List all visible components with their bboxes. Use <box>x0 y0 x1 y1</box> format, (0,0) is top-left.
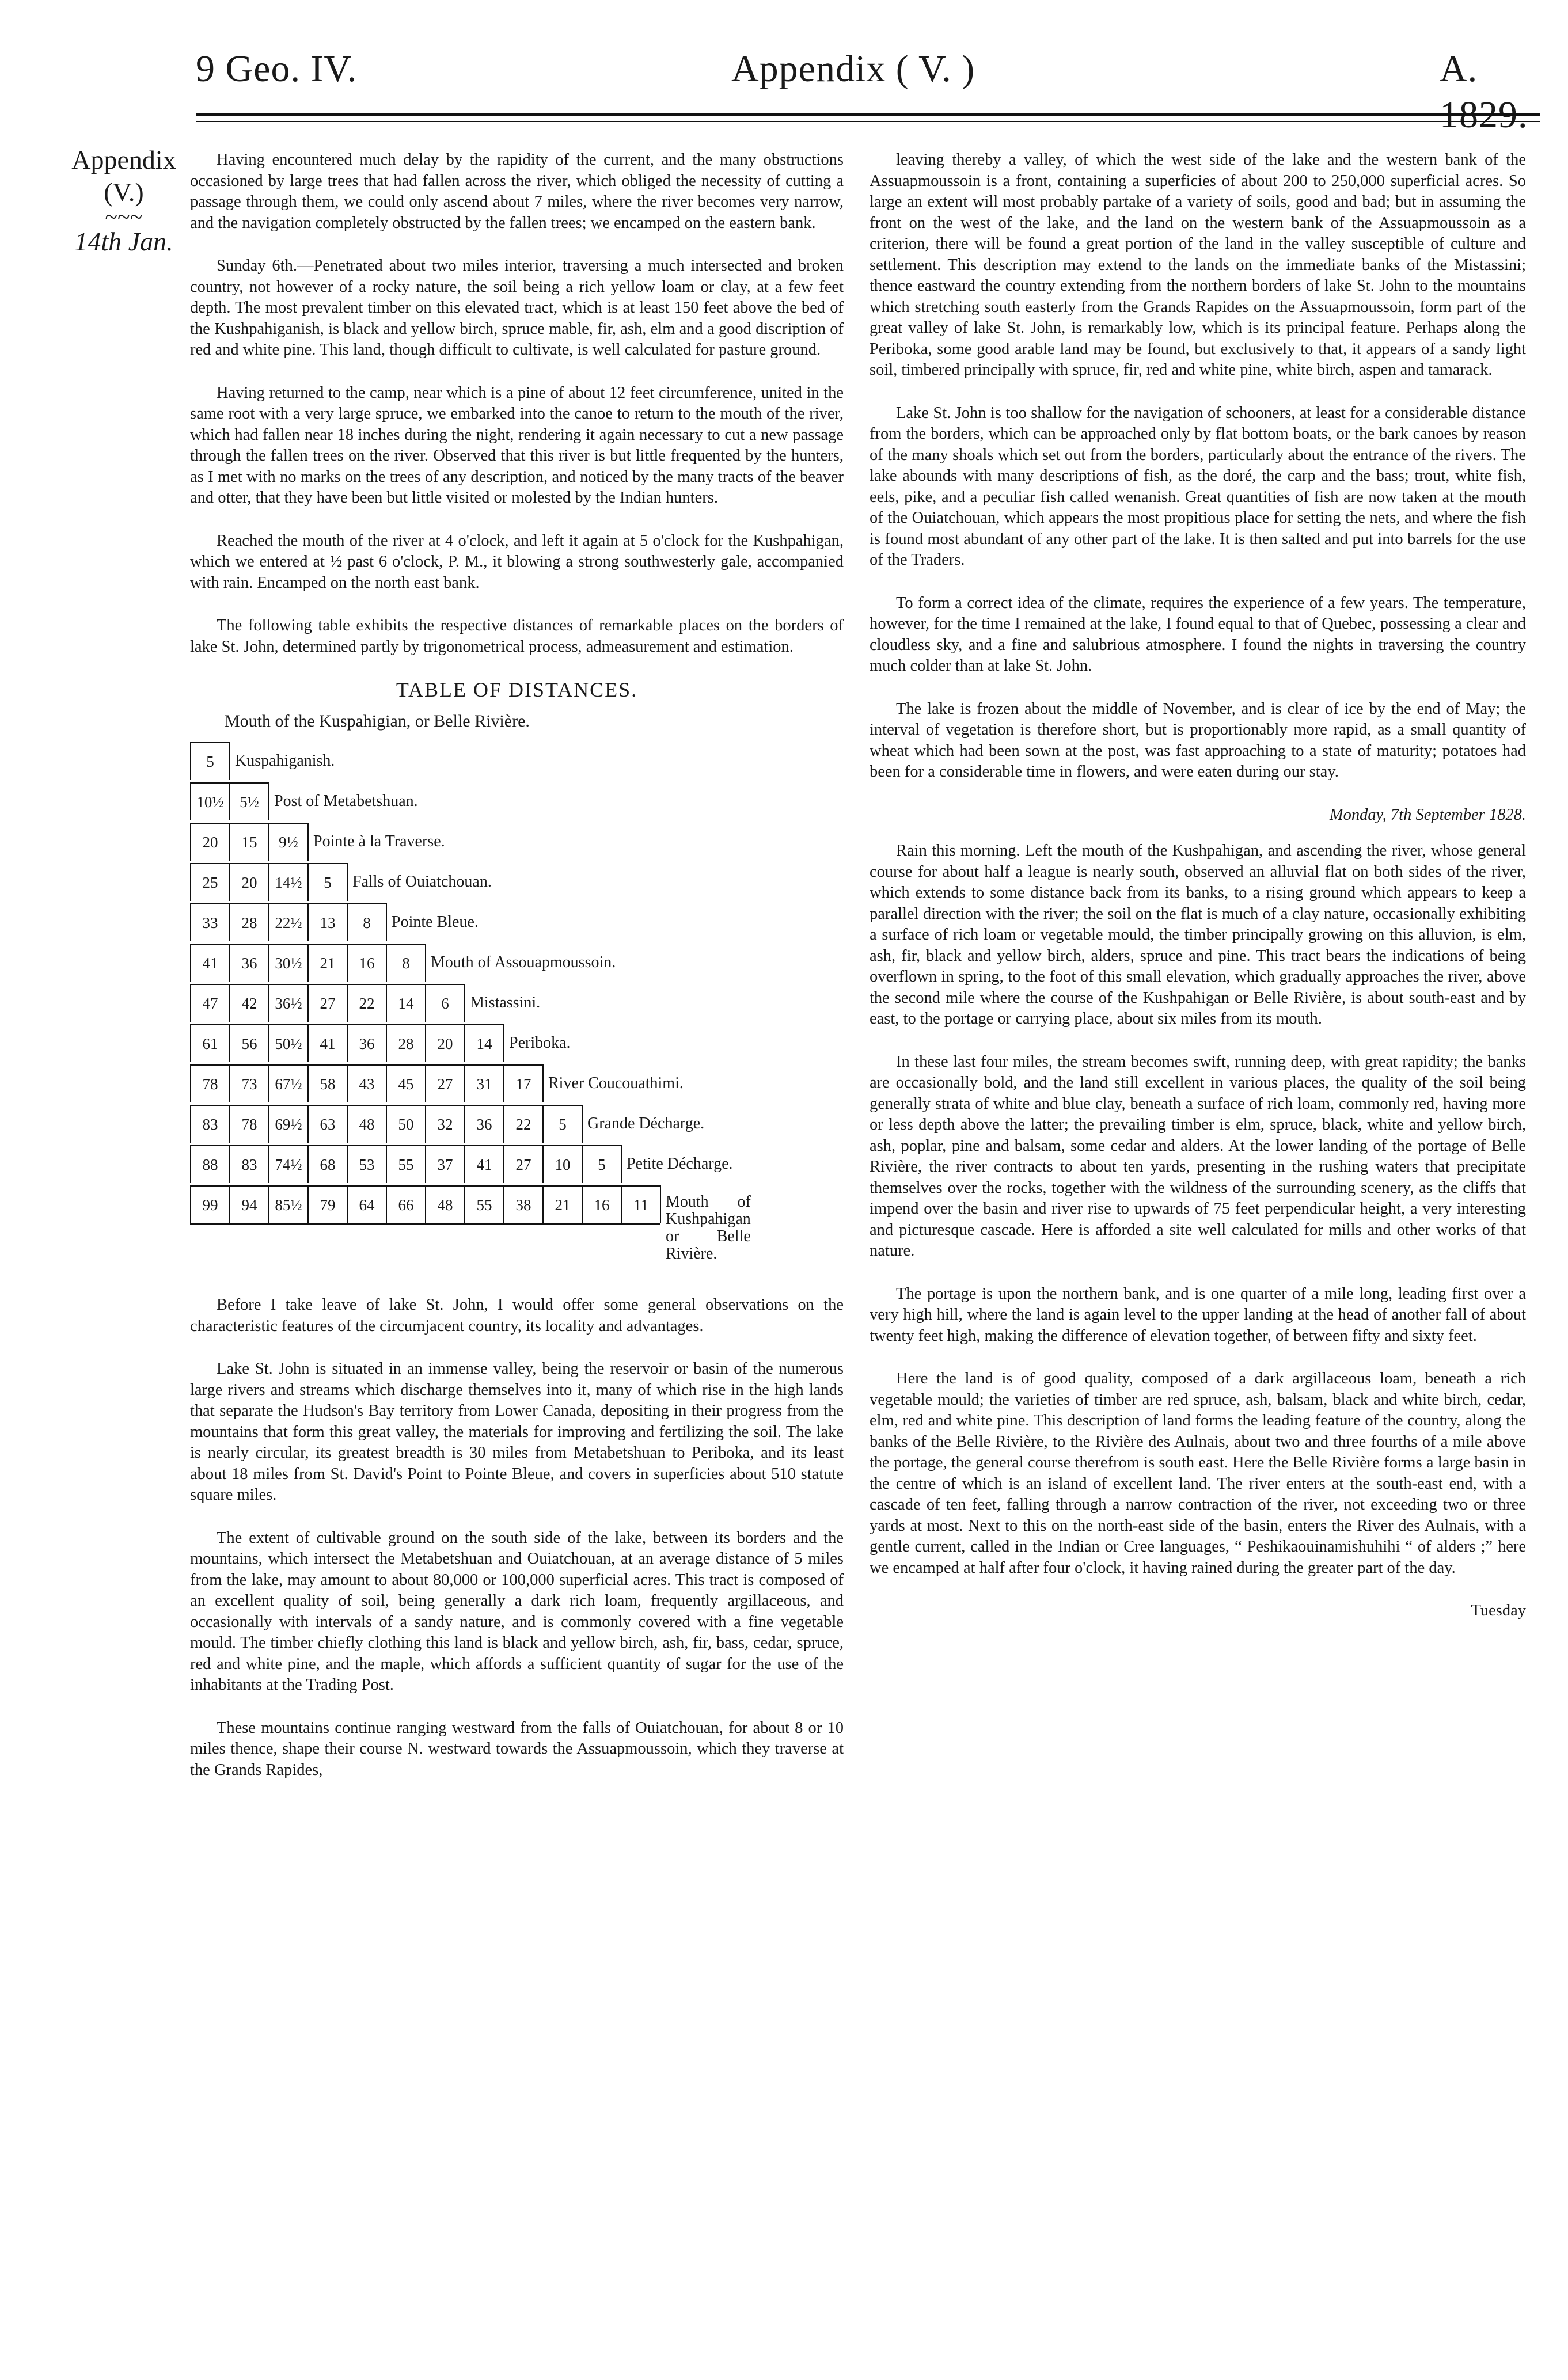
table-cell: 10 <box>542 1145 582 1183</box>
header-rule-thin <box>196 121 1540 122</box>
table-cell: 53 <box>347 1145 386 1183</box>
table-cell: 66 <box>386 1185 425 1223</box>
table-place-name: Pointe Bleue. <box>386 903 479 941</box>
table-cell: 88 <box>190 1145 229 1183</box>
table-row <box>190 1145 733 1183</box>
table-place-name: Mouth of Kushpahigan or Belle Rivière. <box>660 1185 741 1223</box>
table-cell: 78 <box>229 1105 268 1143</box>
table-cell: 78 <box>190 1064 229 1102</box>
paragraph-left-1: Having encountered much delay by the rapidity of the current, and the many obstructions occasioned by large trees that had fallen across the river, which obliged the necessity of cutting a passage through them, we could only ascend about 7 miles, where the river becomes very narrow, and the navigation completely obstructed by the fallen trees; we encamped on the eastern bank. <box>190 151 844 232</box>
margin-swash-ornament: ~~~ <box>105 204 143 230</box>
table-cell: 5 <box>582 1145 621 1183</box>
margin-date: 14th Jan. <box>74 227 173 256</box>
table-cell: 37 <box>425 1145 464 1183</box>
table-cell: 36 <box>229 944 268 982</box>
header-appendix: Appendix ( V. ) <box>731 48 975 90</box>
table-cell: 22½ <box>268 903 307 941</box>
paragraph-left-6: Before I take leave of lake St. John, I would offer some general observations on the characteristic features of the circumjacent country, its locality and advantages. <box>190 1296 844 1335</box>
table-cell: 47 <box>190 984 229 1022</box>
table-bottom-rule <box>190 1223 660 1225</box>
table-cell: 36 <box>464 1105 503 1143</box>
table-row <box>190 1064 684 1102</box>
table-cell: 48 <box>347 1105 386 1143</box>
table-cell: 85½ <box>268 1185 307 1223</box>
paragraph-right-8: Here the land is of good quality, composed of a dark argillaceous loam, beneath a rich vegetable mould; the varieties of timber are red spruce, ash, balsam, black and white birch, cedar, elm, red and white pine. This description of land forms the leading feature of the country, along the banks of the Belle Rivière, to the Rivière des Aulnais, about two and three fourths of a mile above the portage, the general course therefrom is south east. Here the Belle Rivière forms a large basin in the centre of which is an island of excellent land. The river enters at the south-east end, with a cascade of ten feet, falling through a narrow contraction of the river, not exceeding two or three yards at most. Next to this on the north-east side of the basin, enters the River des Aulnais, with a gentle current, called in the Indian or Cree languages, “ Peshikaouinamishuhihi “ of alders ;” here we encamped at half after four o'clock, it having rained during the greater part of the day. <box>870 1370 1526 1577</box>
table-cell: 41 <box>464 1145 503 1183</box>
table-cell: 42 <box>229 984 268 1022</box>
table-place-name: Post of Metabetshuan. <box>268 782 418 820</box>
table-cell: 64 <box>347 1185 386 1223</box>
table-place-name: Petite Décharge. <box>621 1145 733 1183</box>
table-cell: 94 <box>229 1185 268 1223</box>
dateline: Monday, 7th September 1828. <box>1329 805 1526 824</box>
table-cell: 16 <box>582 1185 621 1223</box>
table-cell: 17 <box>503 1064 542 1102</box>
table-cell: 41 <box>190 944 229 982</box>
table-cell: 45 <box>386 1064 425 1102</box>
table-row <box>190 742 335 780</box>
table-cell: 69½ <box>268 1105 307 1143</box>
table-cell: 68 <box>307 1145 347 1183</box>
table-cell: 32 <box>425 1105 464 1143</box>
table-cell: 27 <box>307 984 347 1022</box>
paragraph-left-9: These mountains continue ranging westward from the falls of Ouiatchouan, for about 8 or 10 miles thence, shape their course N. westward towards the Assuapmoussoin, which they traverse at the Grands Rapides, <box>190 1719 844 1779</box>
margin-appendix-label: Appendix <box>71 145 176 174</box>
table-cell: 63 <box>307 1105 347 1143</box>
table-cell: 20 <box>229 863 268 901</box>
table-cell: 31 <box>464 1064 503 1102</box>
paragraph-right-5: Rain this morning. Left the mouth of the Kushpahigan, and ascending the river, whose general course for about half a league is nearly south, observed an alluvial flat on both sides of the river, which extends to some distance back from its banks, to a rising ground which appears to keep a parallel direction with the river; the soil on the flat is much of a clay nature, occasionally exhibiting a surface of rich loam or vegetable mould, the timber principally growing on this alluvion, is elm, ash, fir, black and yellow birch, alders, spruce and pine. This tract bears the indications of being overflown in spring, to the foot of this small elevation, which gradually approaches the river, above the second mile where the course of the Kushpahigan or Belle Rivière, is about south-east and by east, to the portage or carrying place, about six miles from its mouth. <box>870 842 1526 1028</box>
margin-note <box>58 144 190 258</box>
table-place-name: Grande Décharge. <box>582 1105 704 1143</box>
paragraph-right-7: The portage is upon the northern bank, and is one quarter of a mile long, leading first over a very high hill, where the land is again level to the upper landing at the head of another fall of about twenty feet high, making the difference of elevation together, of between fifty and sixty feet. <box>870 1284 1526 1345</box>
table-cell: 5 <box>190 742 229 780</box>
paragraph-left-7: Lake St. John is situated in an immense valley, being the reservoir or basin of the numerous large rivers and streams which discharge themselves into it, many of which rise in the high lands that separate the Hudson's Bay territory from Lower Canada, depositing in their progress from the mountains that form this great valley, the materials for improving and fertilizing the soil. The lake is nearly circular, its greatest breadth is 30 miles from Metabetshuan to Periboka, and its least about 18 miles from St. David's Point to Pointe Bleue, and covers in superficies about 510 statute square miles. <box>190 1360 844 1504</box>
right-column <box>870 150 1526 1644</box>
table-cell: 6 <box>425 984 464 1022</box>
distance-table <box>190 742 844 1278</box>
table-row <box>190 782 418 820</box>
paragraph-left-8: The extent of cultivable ground on the south side of the lake, between its borders and the mountains, which intersect the Metabetshuan and Ouiatchouan, at an average distance of 5 miles from the lake, may amount to about 80,000 or 100,000 superficial acres. This tract is composed of an excellent quality of soil, being generally a dark rich loam, frequently argillaceous, and occasionally with intervals of a sandy nature, and is commonly covered with a fine vegetable mould. The timber chiefly clothing this land is black and yellow birch, ash, fir, bass, cedar, spruce, red and white pine, and the maple, which affords a sufficient quantity of sugar for the use of the inhabitants at the Trading Post. <box>190 1529 844 1694</box>
table-cell: 28 <box>386 1024 425 1062</box>
table-cell: 36 <box>347 1024 386 1062</box>
table-place-name: Mistassini. <box>464 984 540 1022</box>
table-cell: 48 <box>425 1185 464 1223</box>
table-row <box>190 1024 571 1062</box>
paragraph-right-1: leaving thereby a valley, of which the west side of the lake and the western bank of the Assuapmoussoin is a front, containing a superficies of about 200 to 250,000 superficial acres. So large an extent will most probably partake of a variety of soils, good and bad; but in assuming the front on the west of the lake, and the land on the western bank of the Assuapmoussoin as a criterion, there will be found a great portion of the land in the valley susceptible of culture and settlement. This description may extend to the lands on the immediate banks of the Mistassini; thence eastward the country extending from the northern borders of lake St. John to the mountains which stretching south easterly from the Grands Rapides on the Assuapmoussoin, form part of the great valley of lake St. John, is remarkably low, which is its principal feature. Perhaps along the Periboka, some good arable land may be found, but exclusively to that, it appears of a sandy light soil, timbered principally with spruce, fir, red and white pine, white birch, aspen and tamarack. <box>870 151 1526 379</box>
table-cell: 20 <box>425 1024 464 1062</box>
table-cell: 27 <box>425 1064 464 1102</box>
paragraph-left-3: Having returned to the camp, near which is a pine of about 12 feet circumference, united in the same root with a very large spruce, we embarked into the canoe to return to the mouth of the river, which had fallen near 18 inches during the night, rendering it again necessary to cut a new passage through the fallen trees on the river. Observed that this river is but little frequented by the hunters, as I met with no marks on the trees of any description, and noticed by the many tracts of the beaver and otter, that they have been but little visited or molested by the Indian hunters. <box>190 383 844 507</box>
table-cell: 22 <box>347 984 386 1022</box>
table-cell: 5½ <box>229 782 268 820</box>
table-cell: 21 <box>307 944 347 982</box>
table-cell: 14½ <box>268 863 307 901</box>
table-cell: 20 <box>190 823 229 861</box>
paragraph-right-3: To form a correct idea of the climate, requires the experience of a few years. The temperature, however, for the time I remained at the lake, I found equal to that of Quebec, possessing a clear and cloudless sky, and a fine and salubrious atmosphere. I found the nights in traversing the country much colder than at lake St. John. <box>870 594 1526 675</box>
table-place-name: Kuspahiganish. <box>229 742 335 780</box>
table-cell: 8 <box>386 944 425 982</box>
catchword: Tuesday <box>1471 1602 1526 1619</box>
header-regnal-year: 9 Geo. IV. <box>196 48 358 90</box>
table-cell: 11 <box>621 1185 660 1223</box>
table-row <box>190 1105 704 1143</box>
table-cell: 33 <box>190 903 229 941</box>
table-cell: 10½ <box>190 782 229 820</box>
header-year: A. 1829. <box>1440 48 1528 136</box>
table-cell: 5 <box>307 863 347 901</box>
table-cell: 22 <box>503 1105 542 1143</box>
page-header <box>0 0 1568 136</box>
table-cell: 74½ <box>268 1145 307 1183</box>
table-row <box>190 984 540 1022</box>
table-row <box>190 823 445 861</box>
table-row <box>190 903 479 941</box>
table-cell: 38 <box>503 1185 542 1223</box>
table-cell: 8 <box>347 903 386 941</box>
table-cell: 14 <box>464 1024 503 1062</box>
table-cell: 27 <box>503 1145 542 1183</box>
table-row <box>190 1185 751 1263</box>
paragraph-right-6: In these last four miles, the stream becomes swift, running deep, with great rapidity; the banks are occasionally bold, and the land still excellent in various places, the quality of the soil being generally strata of white and blue clay, beneath a surface of rich loam, commonly red, having more or less depth above the latter; the prevailing timber is elm, spruce, black, white and yellow birch, ash, poplar, pine and balsam, some cedar and alders. At the lower landing of the portage of Belle Rivière, the river contracts to about ten yards, presenting in the rushing waters that precipitate themselves over the rocks, together with the wildness of the surrounding scenery, as the cliffs that impend over the basin and river rise to upwards of 75 feet perpendicular height, a very interesting and picturesque cascade. Here is afforded a site well calculated for mills and other works of that nature. <box>870 1052 1526 1260</box>
table-cell: 43 <box>347 1064 386 1102</box>
margin-appendix-number: (V.) <box>104 177 144 207</box>
header-rule <box>196 113 1540 116</box>
paragraph-left-5: The following table exhibits the respective distances of remarkable places on the borders of lake St. John, determined partly by trigonometrical process, admeasurement and estimation. <box>190 617 844 656</box>
table-cell: 55 <box>386 1145 425 1183</box>
paragraph-left-2: Sunday 6th.—Penetrated about two miles interior, traversing a much intersected and broken country, not however of a rocky nature, the soil being a rich yellow loam or clay, at a few feet depth. The most prevalent timber on this elevated tract, which is at least 150 feet above the bed of the Kushpahiganish, is black and yellow birch, spruce mable, fir, ash, elm and a good discription of red and white pine. This land, though difficult to cultivate, is well calculated for pasture ground. <box>190 257 844 359</box>
table-cell: 83 <box>190 1105 229 1143</box>
table-place-name: Periboka. <box>503 1024 571 1062</box>
left-column <box>190 150 844 1803</box>
table-cell: 83 <box>229 1145 268 1183</box>
table-row <box>190 944 616 982</box>
table-row <box>190 863 492 901</box>
table-cell: 28 <box>229 903 268 941</box>
table-cell: 50½ <box>268 1024 307 1062</box>
table-cell: 30½ <box>268 944 307 982</box>
table-cell: 50 <box>386 1105 425 1143</box>
table-cell: 56 <box>229 1024 268 1062</box>
table-cell: 67½ <box>268 1064 307 1102</box>
table-cell: 55 <box>464 1185 503 1223</box>
paragraph-right-4: The lake is frozen about the middle of November, and is clear of ice by the end of May; the interval of vegetation is therefore short, but is proportionably more rapid, as a small quantity of wheat which had been sown at the post, was fast approaching to a state of maturity; potatoes had been for a considerable time in flowers, and were eaten during our stay. <box>870 699 1526 781</box>
table-cell: 99 <box>190 1185 229 1223</box>
table-cell: 41 <box>307 1024 347 1062</box>
table-cell: 9½ <box>268 823 307 861</box>
table-cell: 16 <box>347 944 386 982</box>
table-place-name: Pointe à la Traverse. <box>307 823 445 861</box>
table-place-name: Falls of Ouiatchouan. <box>347 863 492 901</box>
table-cell: 15 <box>229 823 268 861</box>
table-subtitle: Mouth of the Kuspahigian, or Belle Rivière. <box>225 711 530 731</box>
table-cell: 5 <box>542 1105 582 1143</box>
table-cell: 61 <box>190 1024 229 1062</box>
table-cell: 25 <box>190 863 229 901</box>
table-cell: 79 <box>307 1185 347 1223</box>
paragraph-right-2: Lake St. John is too shallow for the navigation of schooners, at least for a considerable distance from the borders, which can be approached only by flat bottom boats, or the bark canoes by reason of the many shoals which set out from the borders, particularly about the entrance of the rivers. The lake abounds with many descriptions of fish, as the doré, the carp and the bass; trout, white fish, eels, pike, and a peculiar fish called wenanish. Great quantities of fish are now taken at the mouth of the Ouiatchouan, which appears the most propitious place for setting the nets, and where the fish is found most abundant of any other part of the lake. It is then salted and put into barrels for the use of the Traders. <box>870 404 1526 569</box>
table-title: TABLE OF DISTANCES. <box>396 678 638 701</box>
table-cell: 73 <box>229 1064 268 1102</box>
table-cell: 14 <box>386 984 425 1022</box>
table-cell: 21 <box>542 1185 582 1223</box>
table-place-name: Mouth of Assouapmoussoin. <box>425 944 616 982</box>
table-cell: 58 <box>307 1064 347 1102</box>
table-place-name: River Coucouathimi. <box>542 1064 684 1102</box>
table-cell: 36½ <box>268 984 307 1022</box>
paragraph-left-4: Reached the mouth of the river at 4 o'clock, and left it again at 5 o'clock for the Kushpahigan, which we entered at ½ past 6 o'clock, P. M., it blowing a strong southwesterly gale, accompanied with rain. Encamped on the north east bank. <box>190 531 844 592</box>
table-cell: 13 <box>307 903 347 941</box>
